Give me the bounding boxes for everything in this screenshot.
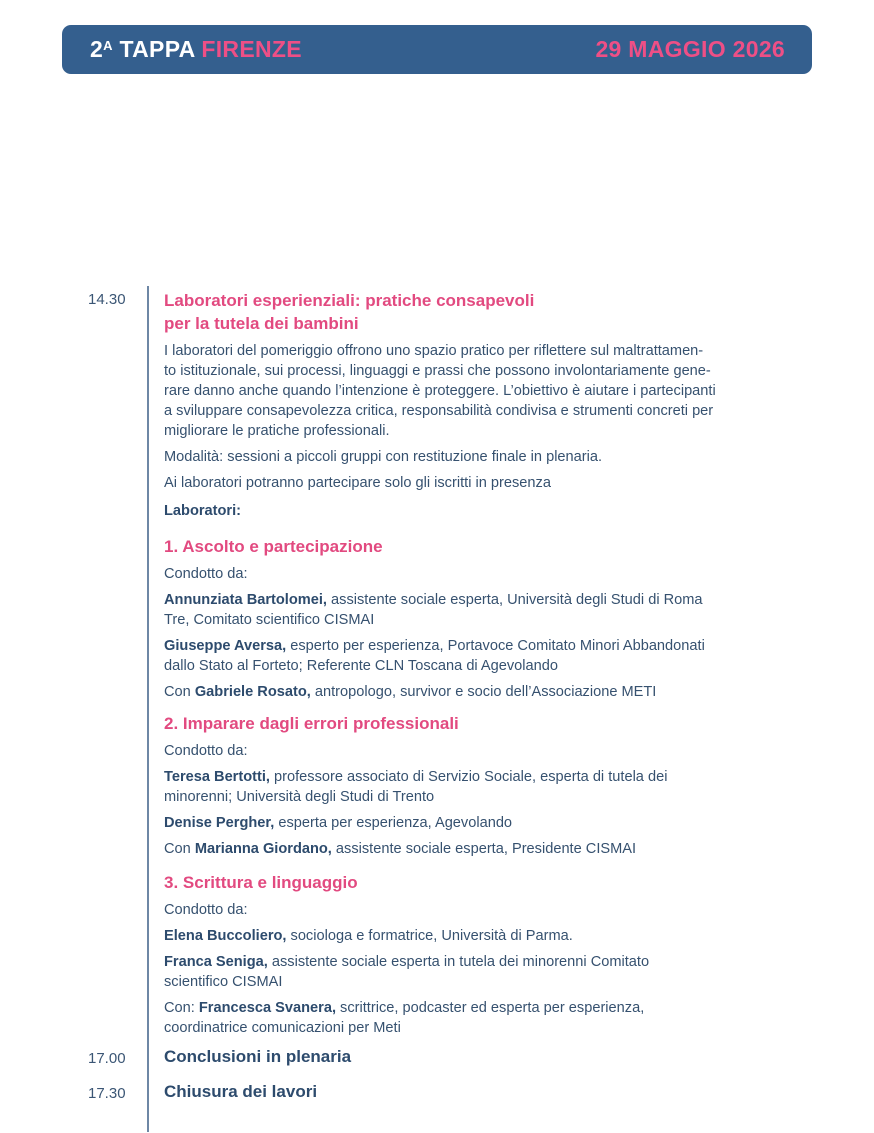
session-block [164, 289, 794, 521]
event-date: 29 MAGGIO 2026 [595, 36, 785, 62]
closing-time: 17.00 [88, 1050, 126, 1067]
session-title-line1: Laboratori esperienziali: pratiche consapevoli [164, 291, 535, 310]
lab-person: Teresa Bertotti, professore associato di Servizio Sociale, esperta di tutela dei minorenni; Università degli Studi di Trento [164, 769, 668, 805]
labs-heading: Laboratori: [164, 503, 242, 519]
lab-title: 1. Ascolto e partecipazione [164, 537, 383, 556]
session-time: 14.30 [88, 291, 126, 308]
stage-label: $2^A$ TAPPA FIRENZE [90, 36, 302, 62]
closing-time: 17.30 [88, 1085, 126, 1102]
city-name: FIRENZE [201, 36, 302, 62]
lab-person: Denise Pergher, esperta per esperienza, Agevolando [164, 815, 513, 831]
lab-person: Con Gabriele Rosato, antropologo, survivor e socio dell’Associazione METI [164, 684, 657, 700]
lab-title: 2. Imparare dagli errori professionali [164, 714, 459, 733]
timeline-divider [147, 286, 149, 1132]
lab-led-by: Condotto da: [164, 566, 248, 582]
lab-person: Annunziata Bartolomei, assistente sociale esperta, Università degli Studi di Roma Tre, Comitato scientifico CISMAI [164, 592, 703, 628]
session-title-line2: per la tutela dei bambini [164, 314, 359, 333]
lab-block [164, 535, 794, 702]
header-banner [62, 25, 812, 74]
lab-person: Giuseppe Aversa, esperto per esperienza, Portavoce Comitato Minori Abbandonati dallo Stato al Forteto; Referente CLN Toscana di Agevolando [164, 638, 705, 674]
lab-person: Franca Seniga, assistente sociale esperta in tutela dei minorenni Comitato scientifico CISMAI [164, 954, 650, 990]
lab-led-by: Condotto da: [164, 902, 248, 918]
lab-title: 3. Scrittura e linguaggio [164, 873, 358, 892]
lab-led-by: Condotto da: [164, 743, 248, 759]
session-description: I laboratori del pomeriggio offrono uno spazio pratico per riflettere sul maltrattamen- to istituzionale, sui processi, linguaggi e prassi che possono involontariamente gene- rare danno anche quando l’intenzione è proteggere. L’obiettivo è aiutare i partecipanti a sviluppare consapevolezza critica, responsabilità condivisa e strumenti concreti per migliorare le pratiche professionali. [164, 343, 716, 439]
lab-person: Con Marianna Giordano, assistente sociale esperta, Presidente CISMAI [164, 841, 637, 857]
session-note: Ai laboratori potranno partecipare solo gli iscritti in presenza [164, 475, 551, 491]
lab-person: Con: Francesca Svanera, scrittrice, podcaster ed esperta per esperienza, coordinatrice comunicazioni per Meti [164, 1000, 645, 1036]
closing-label: Conclusioni in plenaria [164, 1047, 352, 1066]
lab-block [164, 871, 794, 1038]
lab-person: Elena Buccoliero, sociologa e formatrice, Università di Parma. [164, 928, 573, 944]
lab-block [164, 712, 794, 859]
closing-label: Chiusura dei lavori [164, 1082, 318, 1101]
session-modalita: Modalità: sessioni a piccoli gruppi con restituzione finale in plenaria. [164, 449, 603, 465]
